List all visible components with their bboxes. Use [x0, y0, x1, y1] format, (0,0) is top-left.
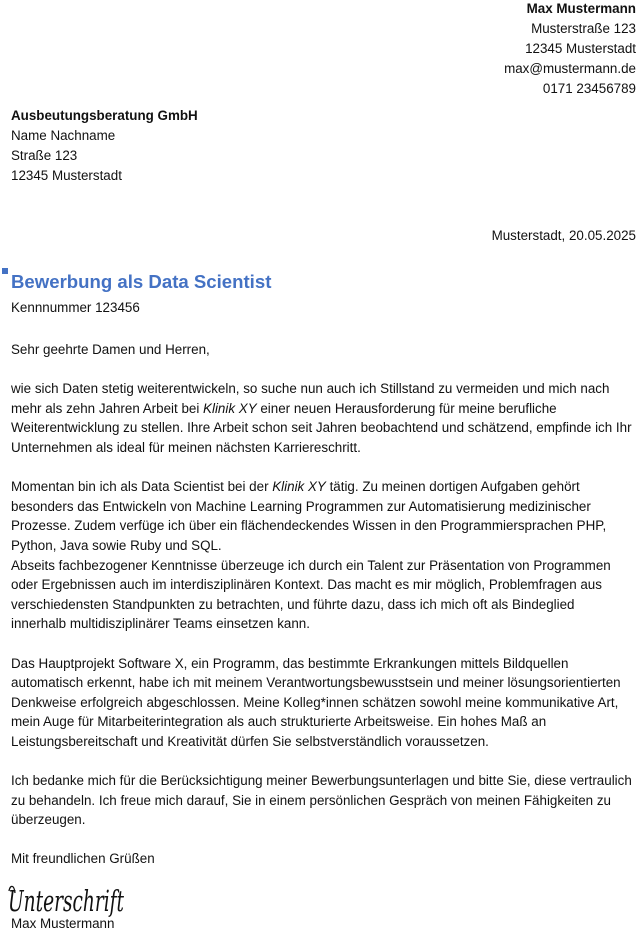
sender-address-block: [504, 0, 636, 99]
signature-script: Unterschrift: [8, 884, 125, 918]
paragraph-2: Momentan bin ich als Data Scientist bei der Klinik XY tätig. Zu meinen dortigen Aufgaben gehört besonders das Entwickeln von Machine Learning Programmen zur Automatisierung medizinischer Prozesse. Zudem verfüge ich über ein flächendeckendes Wissen in den Programmiersprachen PHP, Python, Java sowie Ruby und SQL.: [11, 479, 607, 553]
paragraph-1: wie sich Daten stetig weiterentwickeln, so suche nun auch ich Stillstand zu vermeiden und mich nach mehr als zehn Jahren Arbeit bei Klinik XY einer neuen Herausforderung für meine berufliche Weiterentwicklung zu stellen. Ihre Arbeit schon seit Jahren beobachtend und schätzend, empfinde ich Ihr Unternehmen als ideal für meinen nächsten Karriereschritt.: [11, 381, 632, 455]
recipient-address-block: [11, 106, 198, 186]
sender-email: max@mustermann.de: [504, 61, 636, 76]
letter-body: [11, 340, 633, 869]
sender-street: Musterstraße 123: [531, 21, 636, 36]
paragraph-5: Ich bedanke mich für die Berücksichtigung meiner Bewerbungsunterlagen und bitte Sie, diese vertraulich zu behandeln. Ich freue mich darauf, Sie in einem persönlichen Gespräch von meinen Fähigkeiten zu überzeugen.: [11, 773, 632, 828]
salutation: Sehr geehrte Damen und Herren,: [11, 342, 210, 357]
recipient-contact: Name Nachname: [11, 128, 116, 143]
sender-name: Max Mustermann: [526, 1, 636, 16]
recipient-city: 12345 Musterstadt: [11, 168, 122, 183]
recipient-company: Ausbeutungsberatung GmbH: [11, 108, 198, 123]
letter-date: Musterstadt, 20.05.2025: [491, 228, 636, 243]
sender-phone: 0171 23456789: [542, 81, 636, 96]
employer-name: Klinik XY: [203, 400, 257, 416]
reference-number: Kennnummer 123456: [11, 300, 140, 315]
signature-name: Max Mustermann: [11, 916, 115, 931]
paragraph-3: Abseits fachbezogener Kenntnisse überzeuge ich durch ein Talent zur Präsentation von Programmen oder Ergebnissen auch im interdisziplinären Kontext. Das macht es mir möglich, Problemfragen aus verschiedensten Standpunkten zu betrachten, und führte dazu, dass ich mich oft als Bindeglied innerhalb multidisziplinärer Teams einsetzen kann.: [11, 557, 611, 632]
heading-marker: [2, 268, 8, 274]
employer-name: Klinik XY: [272, 479, 326, 495]
sender-city: 12345 Musterstadt: [525, 41, 636, 56]
paragraph-4: Das Hauptprojekt Software X, ein Programm, das bestimmte Erkrankungen mittels Bildquellen automatisch erkennt, habe ich mit meinem Verantwortungsbewusstsein und meiner lösungsorientierten Denkweise erfolgreich abgeschlossen. Meine Kolleg*innen schätzen sowohl meine kommunikative Art, mein Auge für Mitarbeiterintegration als auch strukturierte Arbeitsweise. Ein hohes Maß an Leistungsbereitschaft und Kreativität dürfen Sie selbstverständlich voraussetzen.: [11, 655, 621, 749]
recipient-street: Straße 123: [11, 148, 78, 163]
letter-subject: Bewerbung als Data Scientist: [11, 271, 272, 292]
closing: Mit freundlichen Grüßen: [11, 851, 155, 867]
